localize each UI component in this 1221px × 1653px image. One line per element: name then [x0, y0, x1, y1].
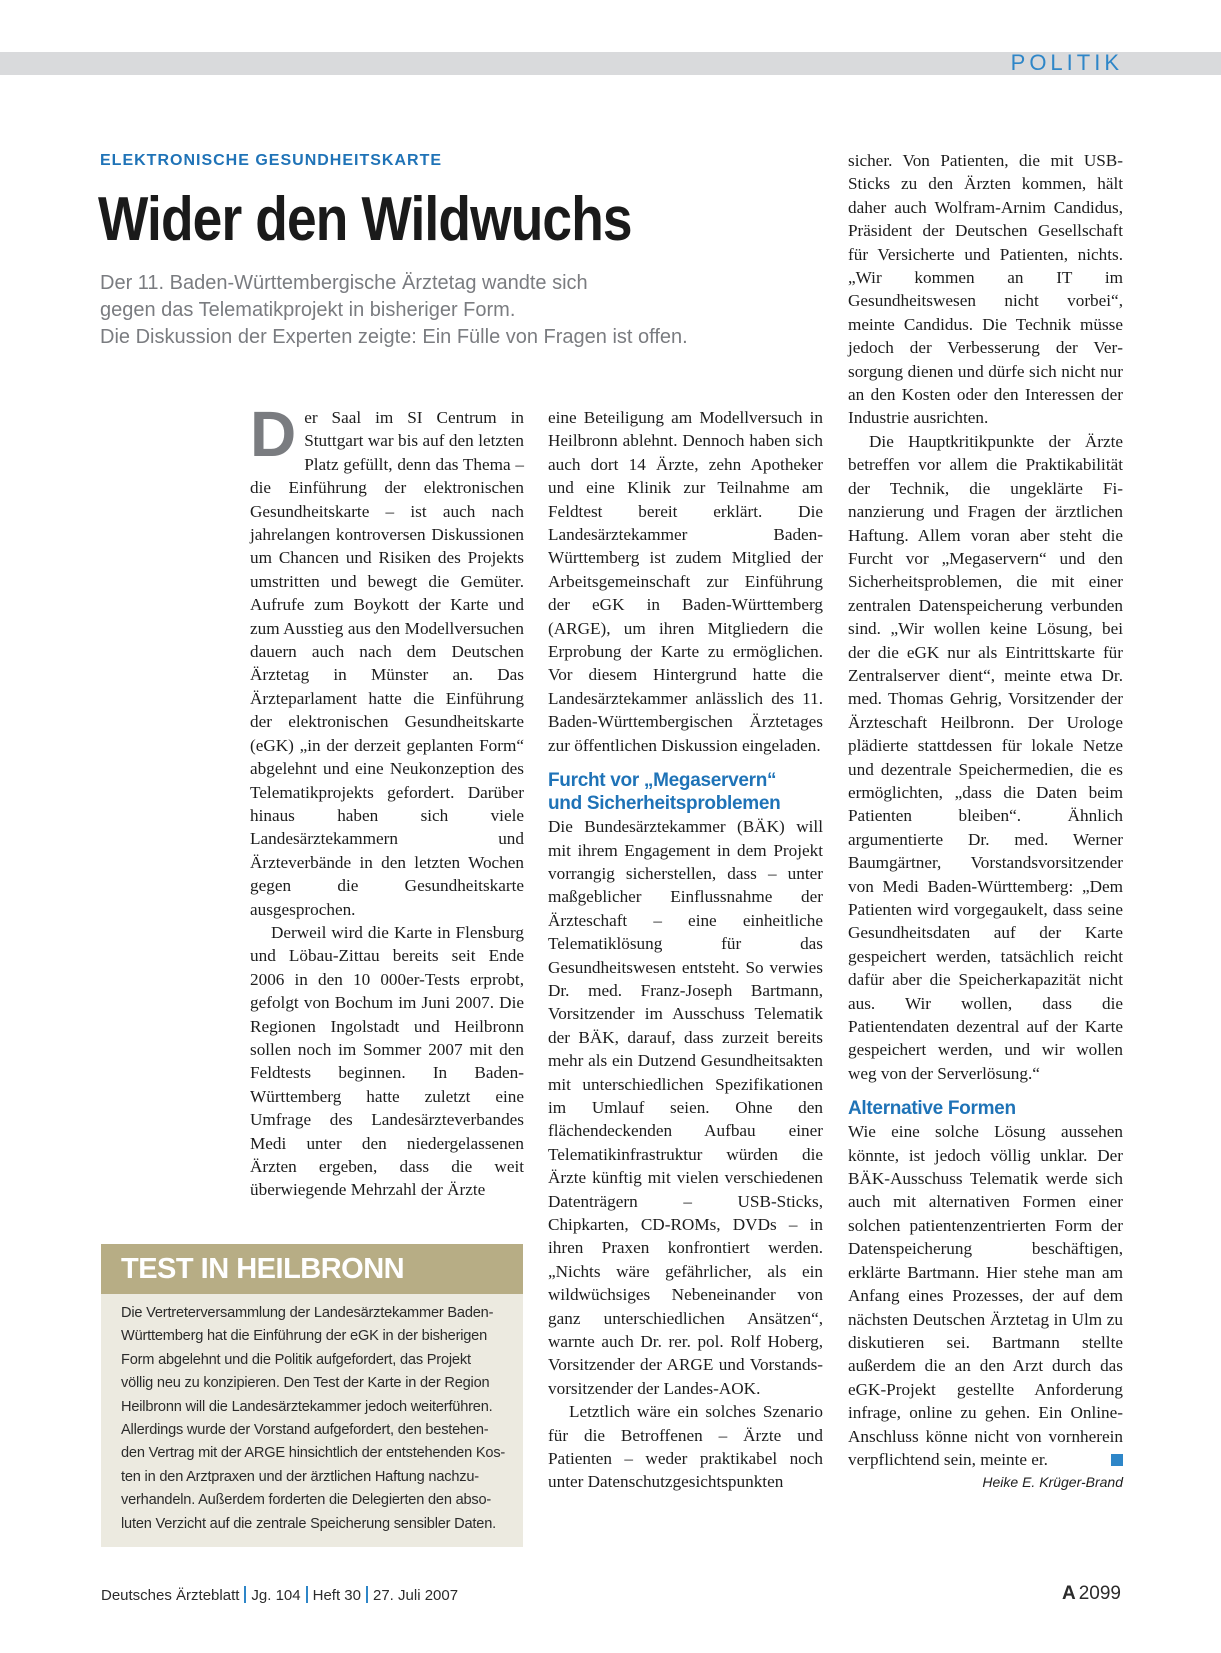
end-mark-icon [1111, 1454, 1123, 1466]
subheading-line: und Sicherheitsproblemen [548, 793, 781, 815]
info-box-line: luten Verzicht auf die zentrale Speicherung sensibler Daten. [121, 1515, 496, 1532]
paragraph: sicher. Von Patienten, die mit USB-Sticks zu den Ärzten kommen, hält daher auch Wolfram-Arnim Candidus, Präsident der Deutschen Gesellschaft für Versicherte und Patienten, nichts. „Wir kommen an IT im Gesundheitswesen nicht vorbei“, meinte Candidus. Die Technik müsse jedoch der Verbesserung der Versorgung dienen und dürfe sich nicht nur an den Kosten oder den Interessen der Industrie ausrichten. [848, 151, 1123, 428]
paragraph: eine Beteiligung am Modellversuch in Heilbronn ablehnt. Dennoch haben sich auch dort 14 Ärzte, zehn Apotheker und eine Klinik zur Teilnahme am Feldtest bereit erklärt. Die Landesärztekammer Baden-Württemberg ist zudem Mitglied der Arbeitsgemeinschaft zur Einführung der eGK in Baden-Württemberg (ARGE), um ihren Mitgliedern die Erprobung der Karte zu ermöglichen. Vor diesem Hintergrund hatte die Landesärztekammer anlässlich des 11. Baden-Württembergischen Ärztetages zur öffentlichen Diskussion eingeladen. [548, 408, 823, 755]
paragraph-text: Wie eine solche Lösung aussehen könnte, ist jedoch völlig unklar. Der BÄK-Ausschuss Telematik werde sich auch mit alternativen Formen einer solchen patientenzentrierten Form der Datenspeicherung beschäftigen, erklärte Bartmann. Hier stehe man am Anfang eines Prozesses, der auf dem nächsten Deutschen Ärztetag in Ulm zu diskutieren sei. Bartmann stellte außerdem die an den Arzt durch das eGK-Projekt gestellte Anforderung infrage, online zu gehen. Ein Online-Anschluss könne nicht von vornherein verpflichtend sein, meinte er. [848, 1122, 1123, 1469]
paragraph: Die Hauptkritikpunkte der Ärzte betreffen vor allem die Praktikabilität der Technik, die ungeklärte Finanzierung und Fragen der ärztlichen Haftung. Allem voran aber steht die Furcht vor „Megaservern“ und den Sicherheitsproblemen, die mit einer zentralen Datenspeicherung verbunden sind. „Wir wollen keine Lösung, bei der die eGK nur als Eintrittskarte für Zentralserver dient“, meinte etwa Dr. med. Thomas Gehrig, Vorsitzender der Ärzteschaft Heilbronn. Der Urologe plädierte stattdessen für lokale Netze und dezentrale Speichermedien, die es ermöglichten, „dass die Daten beim Patienten bleiben“. Ähnlich argumentierte Dr. med. Werner Baumgärtner, Vorstandsvorsitzender von Medi Baden-Württemberg: „Dem Patienten wird vorgegaukelt, dass seine Gesundheitsdaten auf der Karte gespeichert werden, tatsächlich reicht dafür aber die Speicherkapazität nicht aus. Wir wollen, dass die Patientendaten dezentral auf der Karte gespeichert werden, und wir wollen weg von der Serverlösung.“ [848, 431, 1123, 1083]
drop-cap: D [250, 398, 297, 470]
author-byline: Heike E. Krüger-Brand [982, 1474, 1123, 1491]
info-box-line: Allerdings wurde der Vorstand aufgefordert, den bestehen- [121, 1422, 489, 1439]
text-column-1 [250, 398, 524, 1202]
divider [244, 1586, 246, 1603]
text-column-3 [848, 149, 1123, 1493]
section-label: POLITIK [1010, 50, 1123, 75]
subheading: Alternative Formen [848, 1098, 1016, 1120]
paragraph: Die Bundesärztekammer (BÄK) will mit ihrem Engagement in dem Projekt vorrangig sicherstellen, dass – unter maßgeblicher Einflussnahme der Ärzteschaft – eine einheitliche Telematiklösung für das Gesundheitswesen entsteht. So verwies Dr. med. Franz-Joseph Bartmann, Vorsitzender im Ausschuss Telematik der BÄK, darauf, dass zurzeit bereits mehr als ein Dutzend Gesundheitsakten mit unterschiedlichen Spezifikationen im Umlauf seien. Ohne den flächendeckenden Aufbau einer Telematikinfrastruktur würden die Ärzte künftig mit vielen verschiedenen Datenträgern – USB-Sticks, Chipkarten, CD-ROMs, DVDs – in ihren Praxen konfrontiert werden. „Nichts wäre gefährlicher, als ein wildwüchsiges Nebeneinander von ganz unterschiedlichen Ansätzen“, warnte auch Dr. rer. pol. Rolf Hoberg, Vorsitzender der ARGE und Vorstandsvorsitzender der Landes-AOK. [548, 817, 823, 1398]
info-box-line: Die Vertreterversammlung der Landesärztekammer Baden- [121, 1305, 494, 1321]
issue: Heft 30 [312, 1587, 361, 1604]
journal-name: Deutsches Ärzteblatt [101, 1587, 240, 1604]
lead-line: Die Diskussion der Experten zeigte: Ein Fülle von Fragen ist offen. [100, 326, 688, 348]
info-box-line: völlig neu zu konzipieren. Den Test der Karte in der Region [121, 1375, 490, 1392]
divider [306, 1586, 308, 1603]
info-box-line: Form abgelehnt und die Politik aufgefordert, das Projekt [121, 1351, 471, 1368]
page-number-value: 2099 [1078, 1583, 1121, 1604]
divider [366, 1586, 368, 1603]
lead-line: Der 11. Baden-Württembergische Ärztetag wandte sich [100, 272, 588, 294]
info-box [101, 1244, 523, 1547]
info-box-title: TEST IN HEILBRONN [101, 1244, 523, 1294]
article-title: Wider den Wildwuchs [98, 185, 632, 254]
paragraph: Letztlich wäre ein solches Szenario für die Betroffenen – Ärzte und Patienten – weder praktikabel noch unter Datenschutzgesichtspunkten [548, 1402, 823, 1492]
paragraph [848, 1120, 1123, 1471]
info-box-line: verhandeln. Außerdem forderten die Delegierten den abso- [121, 1492, 492, 1509]
footer-citation [101, 1586, 458, 1604]
subheading-line: Furcht vor „Megaservern“ [548, 770, 777, 792]
info-box-line: den Vertrag mit der ARGE hinsichtlich der entstehenden Kos- [121, 1445, 506, 1462]
article-kicker: ELEKTRONISCHE GESUNDHEITSKARTE [100, 152, 443, 169]
volume: Jg. 104 [251, 1587, 301, 1604]
article-lead [100, 270, 800, 351]
info-box-line: ten in den Arztpraxen und der ärztlichen Haftung nachzu- [121, 1468, 479, 1485]
info-box-body [101, 1294, 523, 1536]
text-column-2 [548, 406, 823, 1494]
info-box-line: Heilbronn will die Landesärztekammer jedoch weiterführen. [121, 1398, 493, 1415]
lead-line: gegen das Telematikprojekt in bisheriger Form. [100, 299, 516, 321]
page-prefix: A [1061, 1583, 1076, 1604]
paragraph: er Saal im SI Centrum in Stuttgart war bis auf den letzten Platz gefüllt, denn das Thema – die Einführung der elektronischen Gesundheitskarte – ist auch nach jahrelangen kontroversen Diskussionen um Chancen und Risiken des Projekts umstritten und bewegt die Gemüter. Aufrufe zum Boykott der Karte und zum Ausstieg aus den Modellversuchen dauern auch nach dem Deutschen Ärztetag in Münster an. Das Ärzteparlament hatte die Einführung der elektronischen Gesundheitskarte (eGK) „in der derzeit geplanten Form“ abgelehnt und eine Neukonzeption des Telematikprojekts gefordert. Darüber hinaus haben sich viele Landesärztekammern und Ärzteverbände in den letzten Wochen gegen die Gesundheitskarte ausgesprochen. [250, 408, 524, 919]
page-number [1062, 1583, 1121, 1605]
info-box-line: Württemberg hat die Einführung der eGK in der bisherigen [121, 1328, 488, 1345]
subheading [548, 769, 823, 815]
issue-date: 27. Juli 2007 [373, 1587, 459, 1604]
paragraph: Derweil wird die Karte in Flensburg und Löbau-Zittau bereits seit Ende 2006 in den 10 000er-Tests erprobt, gefolgt von Bochum im Juni 2007. Die Regionen Ingolstadt und Heilbronn sollen noch im Sommer 2007 mit den Feldtests beginnen. In Baden-Württemberg hatte zuletzt eine Umfrage des Landesärzteverbandes Medi unter den niedergelassenen Ärzten ergeben, dass die weit überwiegende Mehrzahl der Ärzte [250, 922, 524, 1200]
